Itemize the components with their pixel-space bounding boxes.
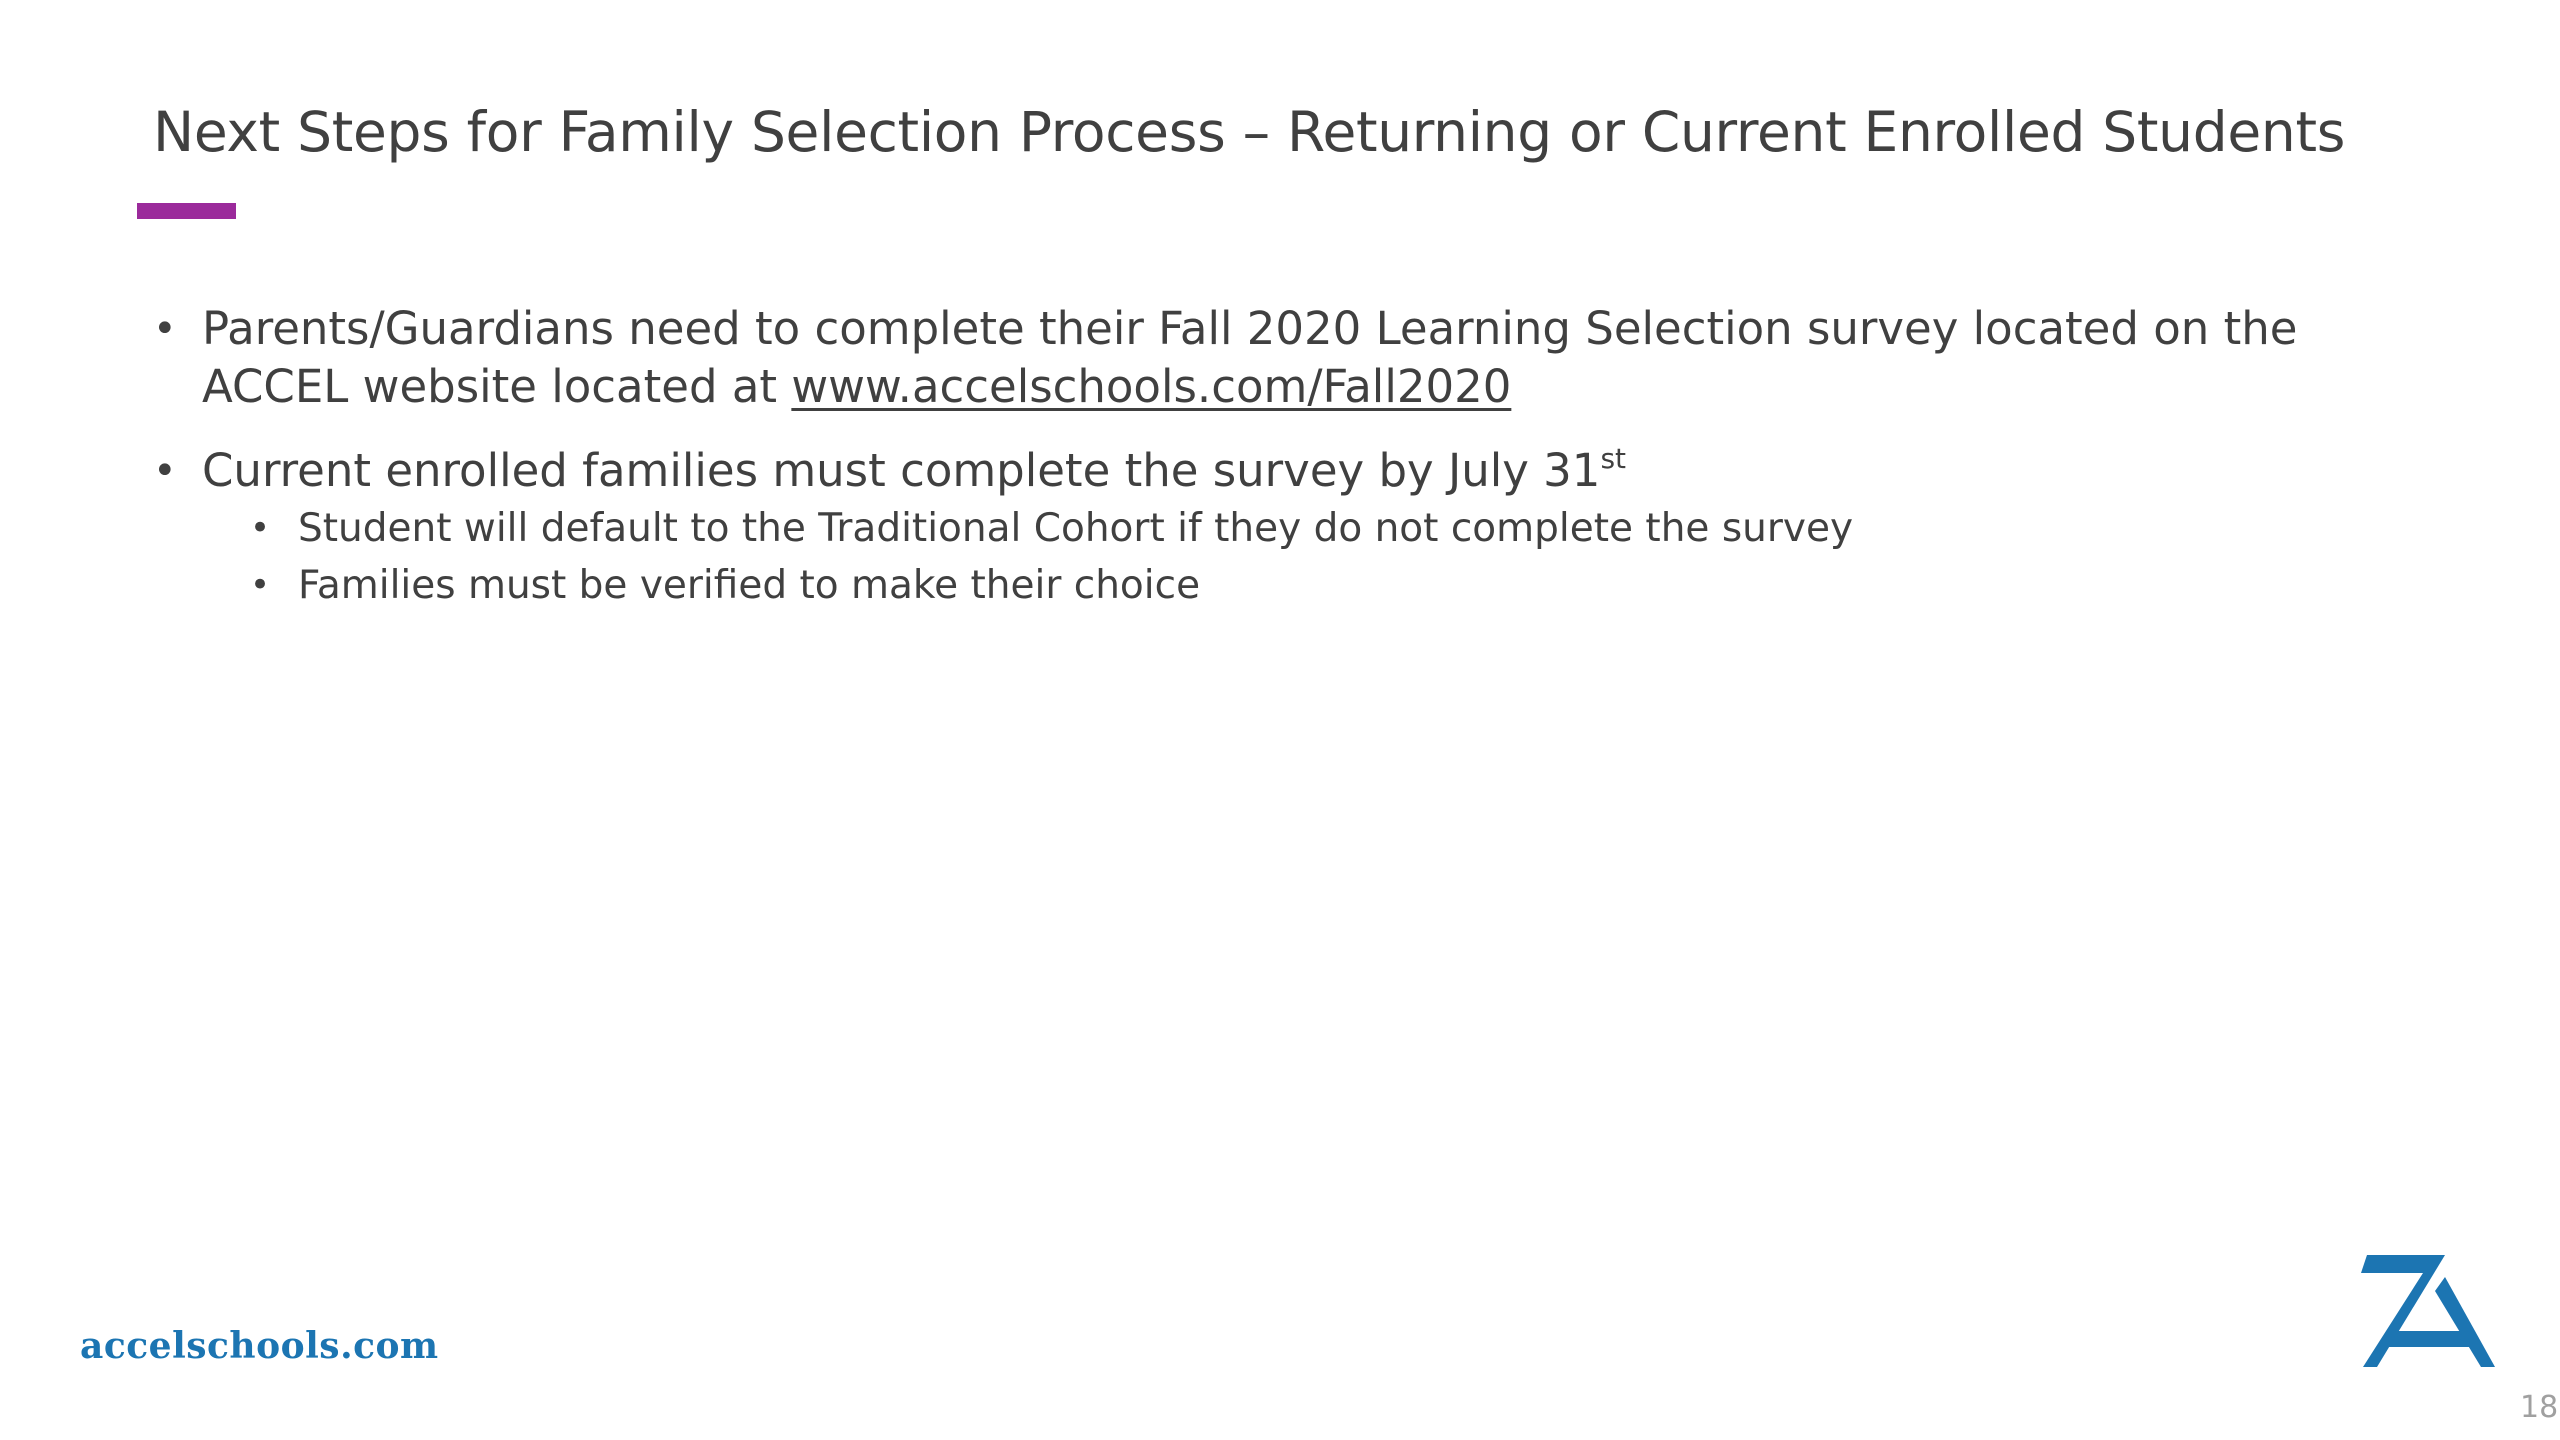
- bullet-text: Current enrolled families must complete the survey by July 31: [202, 444, 1601, 497]
- sub-bullet-item-verified: [153, 557, 2383, 614]
- sub-bullet-text: Student will default to the Traditional Cohort if they do not complete the survey: [298, 506, 1854, 551]
- sub-bullet-item-default: [153, 500, 2383, 557]
- bullet-item-deadline: [153, 442, 2383, 500]
- sub-bullet-text: Families must be verified to make their choice: [298, 563, 1201, 608]
- bullet-list: [153, 300, 2383, 614]
- title-accent-bar: [137, 203, 236, 219]
- date-superscript: st: [1600, 442, 1627, 475]
- bullet-item-survey: [153, 300, 2383, 416]
- bullet-text: Parents/Guardians need to complete their Fall 2020 Learning Selection survey located on the ACCEL website located at: [202, 302, 2298, 413]
- bullet-dot-icon: •: [153, 306, 177, 352]
- accel-logo-icon: [2355, 1255, 2495, 1370]
- survey-link[interactable]: www.accelschools.com/Fall2020: [791, 360, 1512, 413]
- bullet-dot-icon: •: [250, 565, 271, 605]
- bullet-dot-icon: •: [153, 448, 177, 494]
- slide-title: Next Steps for Family Selection Process – Returning or Current Enrolled Students: [153, 100, 2346, 164]
- footer-website[interactable]: accelschools.com: [80, 1325, 439, 1367]
- page-number: 18: [2520, 1390, 2559, 1425]
- bullet-dot-icon: •: [250, 508, 271, 548]
